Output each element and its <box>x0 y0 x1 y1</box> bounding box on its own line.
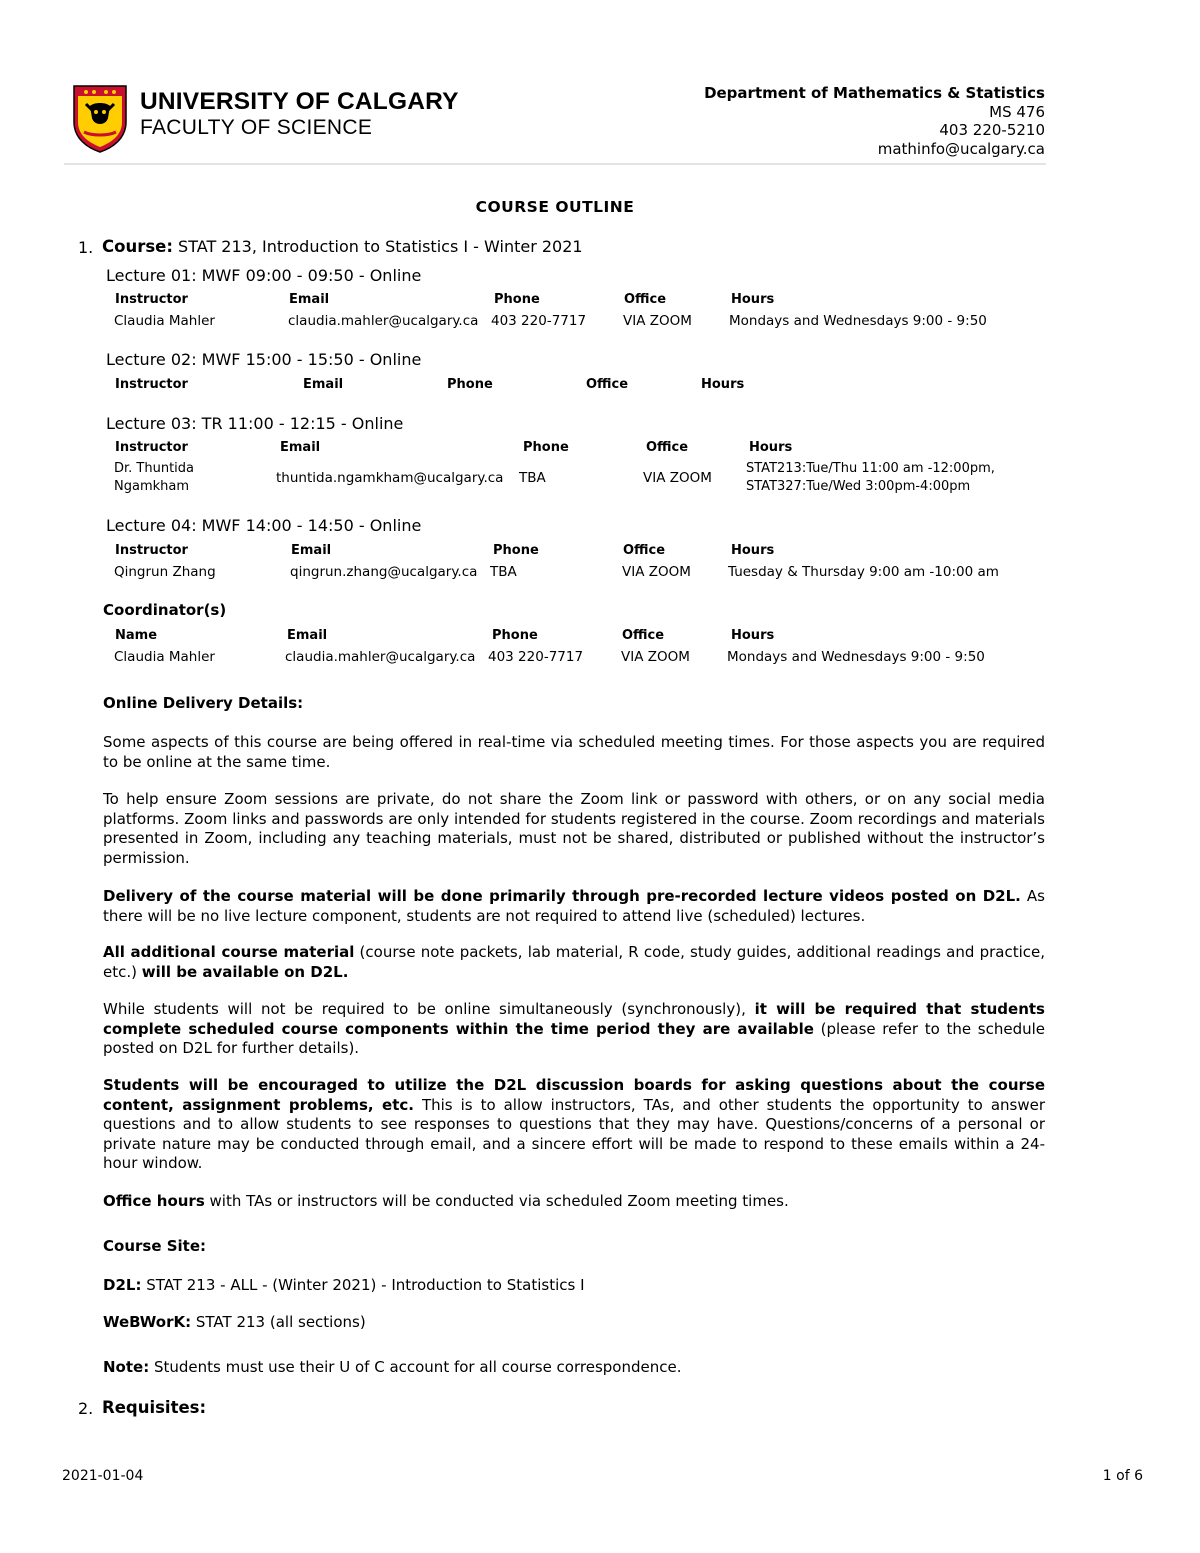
col-header: Office <box>623 543 666 558</box>
webwork-text: STAT 213 (all sections) <box>191 1313 366 1331</box>
requisites-heading: Requisites: <box>102 1398 207 1417</box>
instructor-hours <box>746 460 995 496</box>
col-header: Instructor <box>115 543 188 558</box>
department-name: Department of Mathematics & Statistics <box>704 84 1045 102</box>
delivery-heading-text: Online Delivery Details: <box>103 694 304 712</box>
col-header: Instructor <box>115 292 188 307</box>
instructor-email[interactable]: qingrun.zhang@ucalgary.ca <box>290 564 478 580</box>
delivery-heading <box>103 694 1045 714</box>
instructor-phone: TBA <box>490 564 517 580</box>
col-header: Hours <box>731 628 775 643</box>
zoom-privacy-paragraph: To help ensure Zoom sessions are private, do not share the Zoom link or password with others, or on any social media platforms. Zoom links and passwords are only intended for students registered in the course. Zoom recordings and materials presented in Zoom, including any teaching materials, must not be shared, distributed or published without the instructor’s permission. <box>103 790 1045 867</box>
hours-line1: STAT213:Tue/Thu 11:00 am -12:00pm, <box>746 461 995 476</box>
course-label: Course: <box>102 237 173 256</box>
department-room: MS 476 <box>989 102 1045 121</box>
faculty-name: FACULTY OF SCIENCE <box>140 116 373 139</box>
instructor-name <box>114 460 194 496</box>
lecture-title: Lecture 02: MWF 15:00 - 15:50 - Online <box>106 350 422 369</box>
col-header: Phone <box>493 543 539 558</box>
webwork-label: WeBWorK: <box>103 1313 192 1331</box>
synchronous-bold: it will be required that students complete scheduled course components within the time period they are available <box>103 1000 1045 1038</box>
section-number: 1. <box>78 238 94 257</box>
col-header: Office <box>646 440 689 455</box>
discussion-bold: Students will be encouraged to utilize the D2L discussion boards for asking questions about the course content, assignment problems, etc. <box>103 1076 1045 1114</box>
col-header: Email <box>280 440 321 455</box>
col-header: Hours <box>731 292 775 307</box>
col-header: Email <box>291 543 332 558</box>
section-number: 2. <box>78 1399 94 1418</box>
additional-material-bold: All additional course material <box>103 943 355 961</box>
instructor-name-line2: Ngamkham <box>114 479 190 494</box>
delivery-method-paragraph <box>103 887 1045 926</box>
instructor-office: VIA ZOOM <box>623 313 692 329</box>
lecture-title: Lecture 01: MWF 09:00 - 09:50 - Online <box>106 266 422 285</box>
coordinator-hours: Mondays and Wednesdays 9:00 - 9:50 <box>727 649 985 665</box>
additional-material-bold2: will be available on D2L. <box>141 962 349 981</box>
col-header: Name <box>115 628 158 643</box>
col-header: Phone <box>523 440 569 455</box>
instructor-hours: Tuesday & Thursday 9:00 am -10:00 am <box>728 564 999 580</box>
d2l-line <box>103 1276 1045 1296</box>
d2l-label: D2L: <box>103 1276 142 1294</box>
additional-material-mid: (course note packets, lab material, R code, study guides, additional readings and practice, etc.) <box>103 943 1045 981</box>
delivery-paragraph: Some aspects of this course are being offered in real-time via scheduled meeting times. For those aspects you are required to be online at the same time. <box>103 733 1045 771</box>
col-header: Email <box>289 292 330 307</box>
instructor-name-line1: Dr. Thuntida <box>114 461 195 476</box>
course-line <box>102 237 583 256</box>
col-header: Instructor <box>115 440 188 455</box>
discussion-rest: This is to allow instructors, TAs, and other students the opportunity to answer questions and to allow students to see responses to questions that they may have. Questions/concerns of a personal or private nature may be conducted through email, and a sincere effort will be made to respond to these emails within a 24-hour window. <box>103 1095 1045 1173</box>
synchronous-end: (please refer to the schedule posted on D2L for further details). <box>103 1019 1046 1058</box>
col-header: Hours <box>731 543 775 558</box>
col-header: Email <box>303 377 344 392</box>
col-header: Hours <box>749 440 793 455</box>
col-header: Office <box>586 377 629 392</box>
delivery-method-rest: As there will be no live lecture component, students are not required to attend live (scheduled) lectures. <box>103 887 1045 925</box>
instructor-email[interactable]: claudia.mahler@ucalgary.ca <box>288 313 479 329</box>
col-header: Phone <box>492 628 538 643</box>
page-title: COURSE OUTLINE <box>475 198 635 216</box>
instructor-office: VIA ZOOM <box>622 564 691 580</box>
col-header: Phone <box>494 292 540 307</box>
instructor-phone: TBA <box>519 470 546 486</box>
coordinator-email[interactable]: claudia.mahler@ucalgary.ca <box>285 649 476 665</box>
office-hours-paragraph <box>103 1192 1045 1212</box>
synchronous-paragraph <box>103 1000 1045 1059</box>
lecture-title: Lecture 03: TR 11:00 - 12:15 - Online <box>106 414 404 433</box>
discussion-paragraph <box>103 1076 1045 1174</box>
col-header: Email <box>287 628 328 643</box>
coordinator-phone: 403 220-7717 <box>488 649 584 665</box>
note-label: Note: <box>103 1358 150 1376</box>
office-hours-rest: with TAs or instructors will be conducted via scheduled Zoom meeting times. <box>204 1192 789 1210</box>
instructor-email[interactable]: thuntida.ngamkham@ucalgary.ca <box>276 470 504 486</box>
department-email: mathinfo@ucalgary.ca <box>877 139 1045 158</box>
webwork-line <box>103 1313 1045 1333</box>
col-header: Instructor <box>115 377 188 392</box>
col-header: Office <box>624 292 667 307</box>
header-divider <box>64 163 1046 165</box>
footer-page-number: 1 of 6 <box>1102 1468 1143 1484</box>
course-text: STAT 213, Introduction to Statistics I - Winter 2021 <box>178 237 583 256</box>
instructor-hours: Mondays and Wednesdays 9:00 - 9:50 <box>729 313 987 329</box>
delivery-method-bold: Delivery of the course material will be done primarily through pre-recorded lecture videos posted on D2L. <box>103 887 1021 905</box>
university-name: UNIVERSITY OF CALGARY <box>140 88 459 115</box>
course-site-heading <box>103 1237 1045 1257</box>
department-contact <box>704 84 1045 158</box>
instructor-name: Claudia Mahler <box>114 313 215 329</box>
coordinator-heading: Coordinator(s) <box>103 601 227 619</box>
university-shield-logo <box>72 84 128 154</box>
note-text: Students must use their U of C account for all course correspondence. <box>149 1358 682 1376</box>
footer-date: 2021-01-04 <box>62 1468 144 1484</box>
col-header: Office <box>622 628 665 643</box>
col-header: Hours <box>701 377 745 392</box>
lecture-title: Lecture 04: MWF 14:00 - 14:50 - Online <box>106 516 422 535</box>
office-hours-bold: Office hours <box>103 1192 205 1210</box>
department-phone: 403 220-5210 <box>939 121 1045 139</box>
note-line <box>103 1358 1045 1378</box>
coordinator-name: Claudia Mahler <box>114 649 215 665</box>
col-header: Phone <box>447 377 493 392</box>
additional-material-paragraph <box>103 943 1045 982</box>
course-site-heading-text: Course Site: <box>103 1237 207 1255</box>
synchronous-start: While students will not be required to be online simultaneously (synchronously), <box>103 1000 755 1018</box>
instructor-office: VIA ZOOM <box>643 470 712 486</box>
coordinator-office: VIA ZOOM <box>621 649 690 665</box>
d2l-text: STAT 213 - ALL - (Winter 2021) - Introduction to Statistics I <box>141 1276 585 1294</box>
instructor-phone: 403 220-7717 <box>491 313 587 329</box>
instructor-name: Qingrun Zhang <box>114 564 216 580</box>
hours-line2: STAT327:Tue/Wed 3:00pm-4:00pm <box>746 479 971 494</box>
